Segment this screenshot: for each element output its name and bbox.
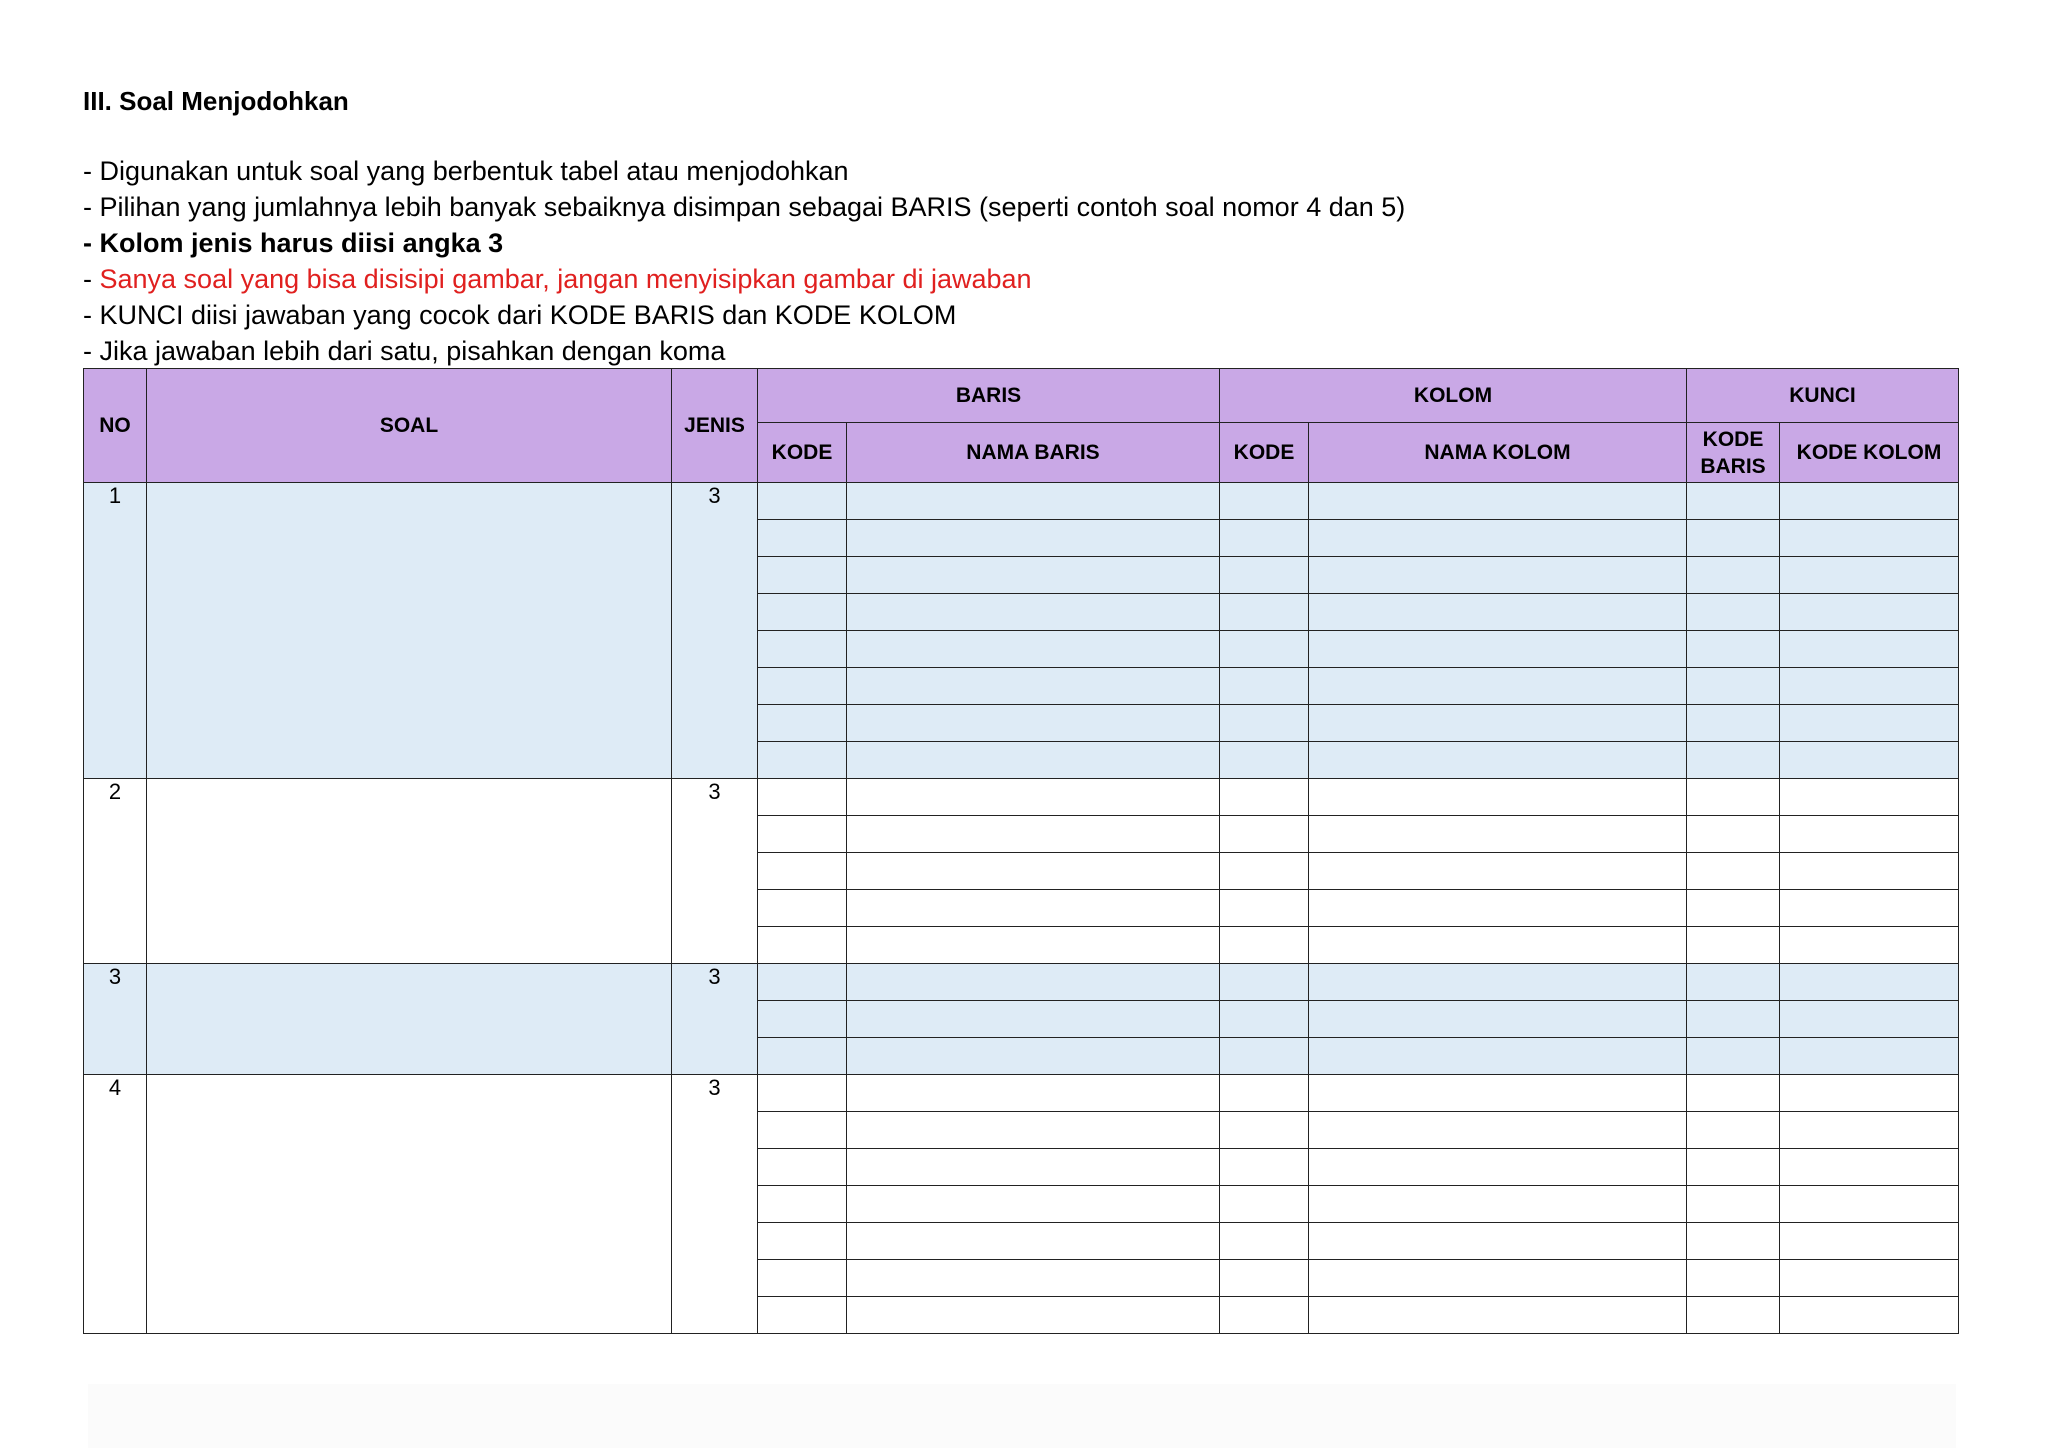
kunci-kode-baris-cell[interactable] xyxy=(1687,520,1780,557)
kolom-kode-cell[interactable] xyxy=(1220,779,1309,816)
nama-kolom-cell[interactable] xyxy=(1309,890,1687,927)
kunci-kode-baris-cell[interactable] xyxy=(1687,1149,1780,1186)
section-title: III. Soal Menjodohkan xyxy=(83,86,349,116)
nama-baris-cell[interactable] xyxy=(847,520,1220,557)
instruction-list xyxy=(83,153,1405,369)
nama-kolom-cell[interactable] xyxy=(1309,668,1687,705)
instruction-text: Sanya soal yang bisa disisipi gambar, jangan menyisipkan gambar di jawaban xyxy=(99,264,1032,294)
page-bottom-shade xyxy=(88,1384,1956,1448)
kolom-kode-cell[interactable] xyxy=(1220,557,1309,594)
baris-kode-cell[interactable] xyxy=(758,1260,847,1297)
kunci-kode-kolom-cell[interactable] xyxy=(1780,668,1959,705)
baris-kode-cell[interactable] xyxy=(758,1186,847,1223)
kunci-kode-baris-cell[interactable] xyxy=(1687,927,1780,964)
question-number: 4 xyxy=(84,1075,147,1334)
nama-baris-cell[interactable] xyxy=(847,1297,1220,1334)
nama-kolom-cell[interactable] xyxy=(1309,520,1687,557)
kolom-kode-cell[interactable] xyxy=(1220,594,1309,631)
kunci-kode-kolom-cell[interactable] xyxy=(1780,1038,1959,1075)
instruction-item xyxy=(83,261,1405,297)
kolom-kode-cell[interactable] xyxy=(1220,890,1309,927)
nama-baris-cell[interactable] xyxy=(847,853,1220,890)
baris-kode-cell[interactable] xyxy=(758,742,847,779)
kunci-kode-kolom-cell[interactable] xyxy=(1780,520,1959,557)
nama-baris-cell[interactable] xyxy=(847,816,1220,853)
question-text-cell[interactable] xyxy=(147,964,672,1075)
instruction-item xyxy=(83,225,1405,261)
question-text-cell[interactable] xyxy=(147,1075,672,1334)
kunci-kode-kolom-cell[interactable] xyxy=(1780,779,1959,816)
question-type: 3 xyxy=(672,1075,758,1334)
baris-kode-cell[interactable] xyxy=(758,1223,847,1260)
kunci-kode-baris-cell[interactable] xyxy=(1687,1001,1780,1038)
nama-kolom-cell[interactable] xyxy=(1309,1112,1687,1149)
kunci-kode-baris-cell[interactable] xyxy=(1687,853,1780,890)
nama-kolom-cell[interactable] xyxy=(1309,853,1687,890)
instruction-item xyxy=(83,189,1405,225)
nama-baris-cell[interactable] xyxy=(847,890,1220,927)
kunci-kode-kolom-cell[interactable] xyxy=(1780,705,1959,742)
question-type: 3 xyxy=(672,964,758,1075)
kolom-kode-cell[interactable] xyxy=(1220,1186,1309,1223)
question-text-cell[interactable] xyxy=(147,483,672,779)
header-jenis: JENIS xyxy=(672,369,758,483)
instruction-text: KUNCI diisi jawaban yang cocok dari KODE BARIS dan KODE KOLOM xyxy=(99,300,957,330)
kunci-kode-kolom-cell[interactable] xyxy=(1780,631,1959,668)
kunci-kode-baris-cell[interactable] xyxy=(1687,816,1780,853)
baris-kode-cell[interactable] xyxy=(758,890,847,927)
kunci-kode-kolom-cell[interactable] xyxy=(1780,1001,1959,1038)
nama-kolom-cell[interactable] xyxy=(1309,1001,1687,1038)
instruction-bullet: - xyxy=(83,192,100,222)
kunci-kode-baris-cell[interactable] xyxy=(1687,1186,1780,1223)
kolom-kode-cell[interactable] xyxy=(1220,927,1309,964)
header-soal: SOAL xyxy=(147,369,672,483)
nama-baris-cell[interactable] xyxy=(847,705,1220,742)
table-row xyxy=(84,964,1959,1001)
baris-kode-cell[interactable] xyxy=(758,853,847,890)
nama-baris-cell[interactable] xyxy=(847,1075,1220,1112)
kunci-kode-baris-cell[interactable] xyxy=(1687,1260,1780,1297)
nama-kolom-cell[interactable] xyxy=(1309,779,1687,816)
baris-kode-cell[interactable] xyxy=(758,705,847,742)
header-kunci: KUNCI xyxy=(1687,369,1959,423)
kunci-kode-baris-cell[interactable] xyxy=(1687,1075,1780,1112)
kolom-kode-cell[interactable] xyxy=(1220,853,1309,890)
kunci-kode-baris-cell[interactable] xyxy=(1687,668,1780,705)
kunci-kode-kolom-cell[interactable] xyxy=(1780,557,1959,594)
kunci-kode-kolom-cell[interactable] xyxy=(1780,1149,1959,1186)
question-text-cell[interactable] xyxy=(147,779,672,964)
kolom-kode-cell[interactable] xyxy=(1220,1038,1309,1075)
instruction-text: Pilihan yang jumlahnya lebih banyak sebaiknya disimpan sebagai BARIS (seperti contoh soal nomor 4 dan 5) xyxy=(99,192,1406,222)
instruction-bullet: - xyxy=(83,300,100,330)
table-row xyxy=(84,1075,1959,1112)
question-number: 1 xyxy=(84,483,147,779)
nama-baris-cell[interactable] xyxy=(847,1223,1220,1260)
nama-kolom-cell[interactable] xyxy=(1309,1186,1687,1223)
question-type: 3 xyxy=(672,483,758,779)
kunci-kode-baris-cell[interactable] xyxy=(1687,594,1780,631)
kunci-kode-kolom-cell[interactable] xyxy=(1780,1112,1959,1149)
kunci-kode-kolom-cell[interactable] xyxy=(1780,742,1959,779)
nama-kolom-cell[interactable] xyxy=(1309,594,1687,631)
kunci-kode-baris-cell[interactable] xyxy=(1687,631,1780,668)
nama-baris-cell[interactable] xyxy=(847,964,1220,1001)
kolom-kode-cell[interactable] xyxy=(1220,1297,1309,1334)
instruction-item xyxy=(83,153,1405,189)
nama-baris-cell[interactable] xyxy=(847,1001,1220,1038)
kolom-kode-cell[interactable] xyxy=(1220,742,1309,779)
nama-baris-cell[interactable] xyxy=(847,631,1220,668)
instruction-text: Kolom jenis harus diisi angka 3 xyxy=(99,228,504,258)
kunci-kode-kolom-cell[interactable] xyxy=(1780,927,1959,964)
instruction-text: Digunakan untuk soal yang berbentuk tabel atau menjodohkan xyxy=(99,156,849,186)
nama-baris-cell[interactable] xyxy=(847,1260,1220,1297)
kunci-kode-kolom-cell[interactable] xyxy=(1780,853,1959,890)
kunci-kode-baris-cell[interactable] xyxy=(1687,742,1780,779)
nama-kolom-cell[interactable] xyxy=(1309,1038,1687,1075)
baris-kode-cell[interactable] xyxy=(758,779,847,816)
question-number: 2 xyxy=(84,779,147,964)
kolom-kode-cell[interactable] xyxy=(1220,964,1309,1001)
kunci-kode-kolom-cell[interactable] xyxy=(1780,1223,1959,1260)
kunci-kode-baris-cell[interactable] xyxy=(1687,964,1780,1001)
kolom-kode-cell[interactable] xyxy=(1220,1149,1309,1186)
header-baris-kode: KODE xyxy=(758,423,847,483)
nama-kolom-cell[interactable] xyxy=(1309,1075,1687,1112)
instruction-bullet: - xyxy=(83,228,100,258)
header-nama-baris: NAMA BARIS xyxy=(847,423,1220,483)
nama-baris-cell[interactable] xyxy=(847,483,1220,520)
baris-kode-cell[interactable] xyxy=(758,594,847,631)
nama-baris-cell[interactable] xyxy=(847,594,1220,631)
nama-baris-cell[interactable] xyxy=(847,1186,1220,1223)
kolom-kode-cell[interactable] xyxy=(1220,1260,1309,1297)
baris-kode-cell[interactable] xyxy=(758,668,847,705)
baris-kode-cell[interactable] xyxy=(758,1149,847,1186)
header-kolom-kode: KODE xyxy=(1220,423,1309,483)
nama-kolom-cell[interactable] xyxy=(1309,557,1687,594)
kunci-kode-kolom-cell[interactable] xyxy=(1780,964,1959,1001)
nama-baris-cell[interactable] xyxy=(847,1149,1220,1186)
kunci-kode-kolom-cell[interactable] xyxy=(1780,816,1959,853)
kunci-kode-baris-cell[interactable] xyxy=(1687,1112,1780,1149)
kolom-kode-cell[interactable] xyxy=(1220,1223,1309,1260)
header-no: NO xyxy=(84,369,147,483)
kolom-kode-cell[interactable] xyxy=(1220,520,1309,557)
kolom-kode-cell[interactable] xyxy=(1220,483,1309,520)
nama-kolom-cell[interactable] xyxy=(1309,1149,1687,1186)
nama-kolom-cell[interactable] xyxy=(1309,964,1687,1001)
nama-kolom-cell[interactable] xyxy=(1309,1297,1687,1334)
kunci-kode-baris-cell[interactable] xyxy=(1687,1223,1780,1260)
kunci-kode-baris-cell[interactable] xyxy=(1687,1038,1780,1075)
baris-kode-cell[interactable] xyxy=(758,1112,847,1149)
kolom-kode-cell[interactable] xyxy=(1220,1001,1309,1038)
instruction-bullet: - xyxy=(83,336,100,366)
header-kunci-kode-baris: KODE BARIS xyxy=(1687,423,1780,483)
instruction-item xyxy=(83,333,1405,369)
kunci-kode-baris-cell[interactable] xyxy=(1687,779,1780,816)
nama-baris-cell[interactable] xyxy=(847,927,1220,964)
baris-kode-cell[interactable] xyxy=(758,520,847,557)
kolom-kode-cell[interactable] xyxy=(1220,705,1309,742)
kunci-kode-baris-cell[interactable] xyxy=(1687,483,1780,520)
header-kunci-kode-kolom: KODE KOLOM xyxy=(1780,423,1959,483)
kolom-kode-cell[interactable] xyxy=(1220,816,1309,853)
nama-baris-cell[interactable] xyxy=(847,779,1220,816)
kunci-kode-kolom-cell[interactable] xyxy=(1780,483,1959,520)
nama-kolom-cell[interactable] xyxy=(1309,631,1687,668)
kunci-kode-baris-cell[interactable] xyxy=(1687,890,1780,927)
kolom-kode-cell[interactable] xyxy=(1220,631,1309,668)
question-number: 3 xyxy=(84,964,147,1075)
nama-kolom-cell[interactable] xyxy=(1309,742,1687,779)
kunci-kode-kolom-cell[interactable] xyxy=(1780,1260,1959,1297)
nama-kolom-cell[interactable] xyxy=(1309,705,1687,742)
baris-kode-cell[interactable] xyxy=(758,631,847,668)
table-body xyxy=(84,483,1959,1334)
kunci-kode-kolom-cell[interactable] xyxy=(1780,1297,1959,1334)
baris-kode-cell[interactable] xyxy=(758,1075,847,1112)
kolom-kode-cell[interactable] xyxy=(1220,668,1309,705)
instruction-text: Jika jawaban lebih dari satu, pisahkan dengan koma xyxy=(99,336,726,366)
nama-baris-cell[interactable] xyxy=(847,1038,1220,1075)
kolom-kode-cell[interactable] xyxy=(1220,1112,1309,1149)
kolom-kode-cell[interactable] xyxy=(1220,1075,1309,1112)
nama-baris-cell[interactable] xyxy=(847,668,1220,705)
nama-baris-cell[interactable] xyxy=(847,1112,1220,1149)
baris-kode-cell[interactable] xyxy=(758,964,847,1001)
baris-kode-cell[interactable] xyxy=(758,557,847,594)
kunci-kode-kolom-cell[interactable] xyxy=(1780,890,1959,927)
question-type: 3 xyxy=(672,779,758,964)
nama-baris-cell[interactable] xyxy=(847,742,1220,779)
instruction-bullet: - xyxy=(83,156,100,186)
header-nama-kolom: NAMA KOLOM xyxy=(1309,423,1687,483)
baris-kode-cell[interactable] xyxy=(758,927,847,964)
baris-kode-cell[interactable] xyxy=(758,483,847,520)
nama-kolom-cell[interactable] xyxy=(1309,927,1687,964)
matching-questions-table xyxy=(83,368,1959,1334)
instruction-bullet: - xyxy=(83,264,100,294)
baris-kode-cell[interactable] xyxy=(758,1001,847,1038)
kunci-kode-kolom-cell[interactable] xyxy=(1780,1186,1959,1223)
nama-kolom-cell[interactable] xyxy=(1309,1260,1687,1297)
kunci-kode-baris-cell[interactable] xyxy=(1687,705,1780,742)
nama-kolom-cell[interactable] xyxy=(1309,1223,1687,1260)
header-baris: BARIS xyxy=(758,369,1220,423)
baris-kode-cell[interactable] xyxy=(758,816,847,853)
baris-kode-cell[interactable] xyxy=(758,1297,847,1334)
kunci-kode-kolom-cell[interactable] xyxy=(1780,594,1959,631)
table-row xyxy=(84,483,1959,520)
kunci-kode-baris-cell[interactable] xyxy=(1687,557,1780,594)
nama-kolom-cell[interactable] xyxy=(1309,816,1687,853)
table-row xyxy=(84,779,1959,816)
instruction-item xyxy=(83,297,1405,333)
nama-kolom-cell[interactable] xyxy=(1309,483,1687,520)
nama-baris-cell[interactable] xyxy=(847,557,1220,594)
header-kolom: KOLOM xyxy=(1220,369,1687,423)
kunci-kode-baris-cell[interactable] xyxy=(1687,1297,1780,1334)
baris-kode-cell[interactable] xyxy=(758,1038,847,1075)
kunci-kode-kolom-cell[interactable] xyxy=(1780,1075,1959,1112)
